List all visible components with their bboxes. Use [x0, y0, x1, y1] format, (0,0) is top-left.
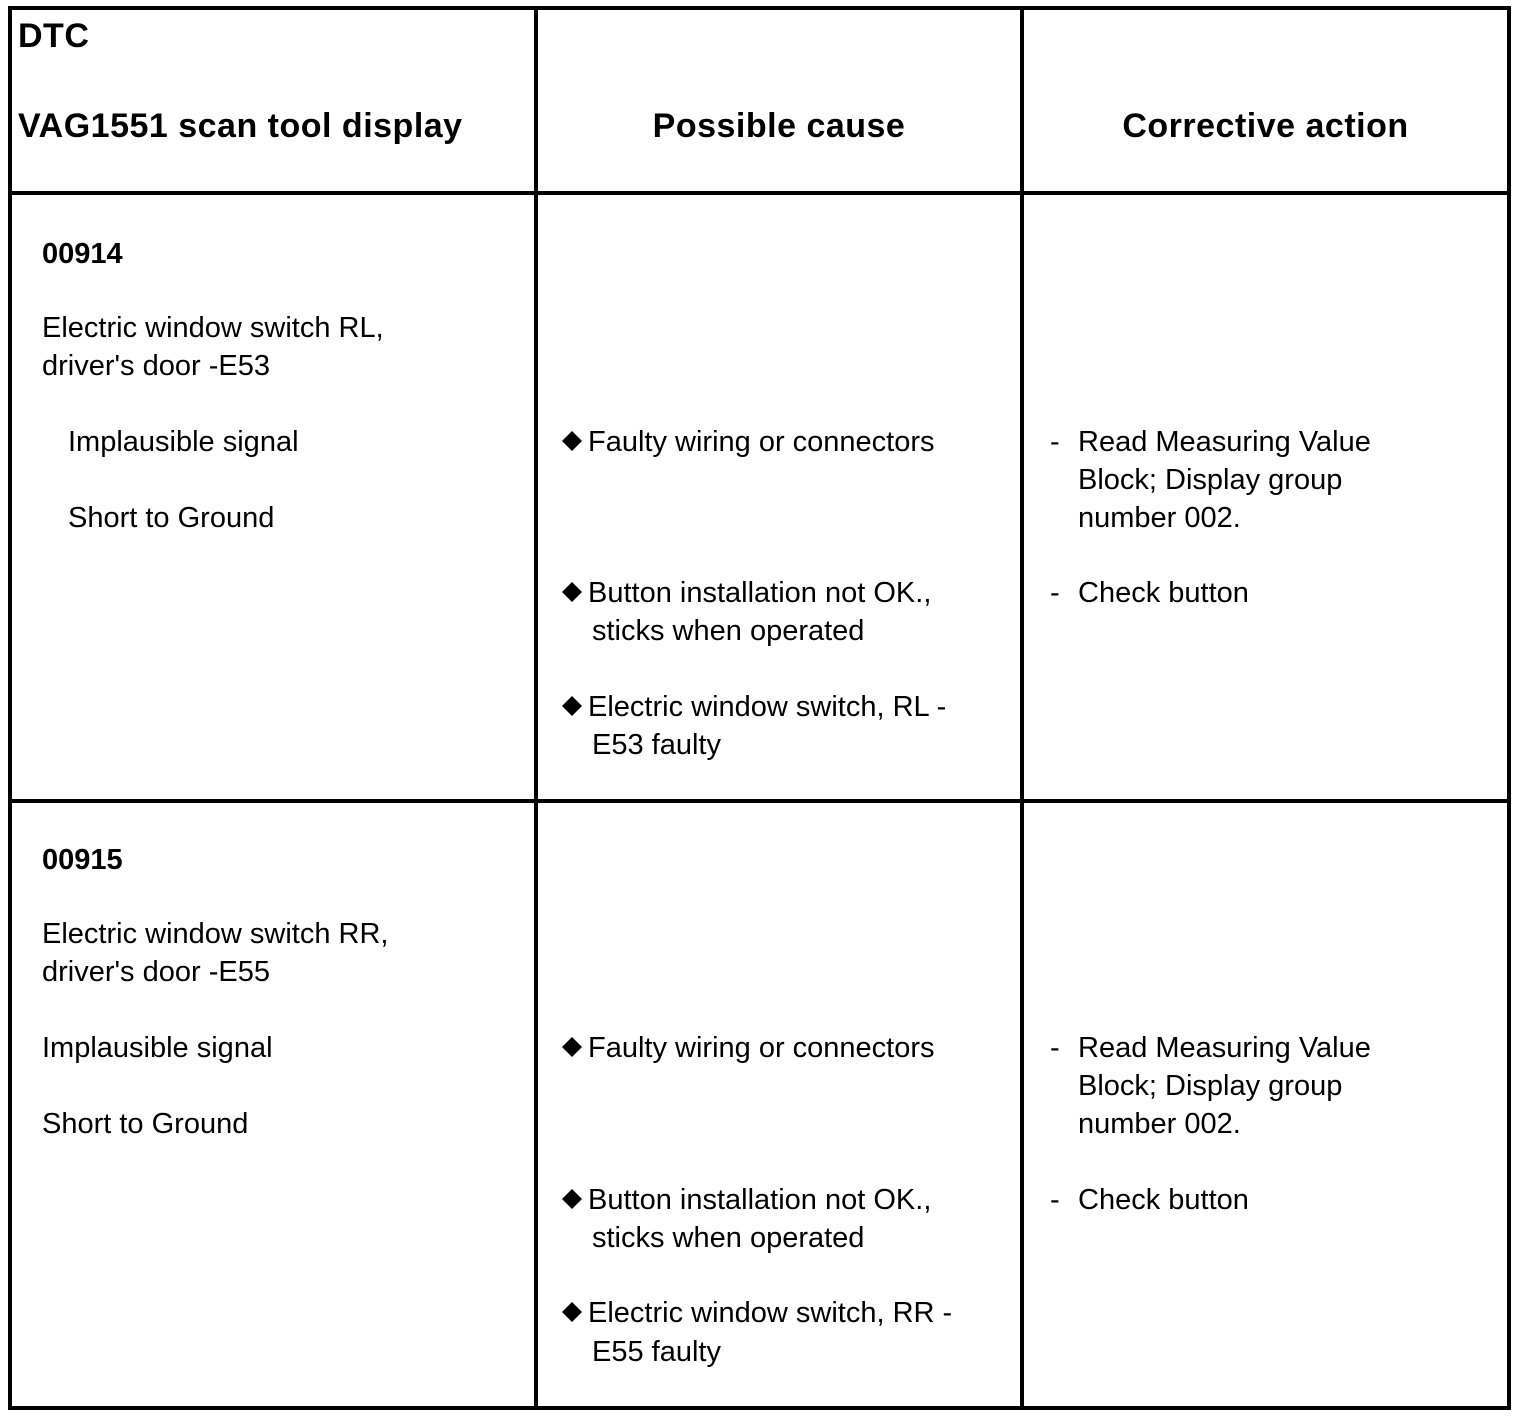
table-border-right [1507, 6, 1511, 1410]
cause-text-continued: sticks when operated [592, 1222, 865, 1254]
cause-text: Button installation not OK., [588, 577, 932, 609]
table-border-bottom [8, 1406, 1511, 1410]
dash-marker: - [1050, 1184, 1060, 1216]
action-text: Read Measuring Value [1078, 1032, 1371, 1064]
row-divider [8, 799, 1511, 803]
diamond-bullet-icon [562, 696, 582, 716]
cause-text: Electric window switch, RL - [588, 691, 947, 723]
dtc-component-line: Electric window switch RR, [42, 918, 389, 950]
header-corrective-action: Corrective action [1122, 107, 1409, 145]
cause-text: Electric window switch, RR - [588, 1297, 953, 1329]
cause-text: Button installation not OK., [588, 1184, 932, 1216]
table-border-top [8, 6, 1511, 10]
action-item [1050, 1181, 1249, 1219]
diamond-bullet-icon [562, 582, 582, 602]
header-divider [8, 191, 1511, 195]
column-divider-1 [534, 6, 538, 1410]
dtc-fault-type: Implausible signal [42, 1032, 273, 1064]
action-text-continued: number 002. [1078, 1108, 1241, 1140]
cause-text-continued: E55 faulty [592, 1336, 721, 1368]
column-divider-2 [1020, 6, 1024, 1410]
dtc-code: 00915 [42, 844, 123, 876]
dtc-fault-type: Short to Ground [42, 1108, 249, 1140]
header-scan-tool-label: VAG1551 scan tool display [18, 107, 463, 145]
cause-item [556, 423, 935, 461]
action-text-continued: number 002. [1078, 502, 1241, 534]
cause-text-continued: E53 faulty [592, 729, 721, 761]
diamond-bullet-icon [562, 1189, 582, 1209]
action-text-continued: Block; Display group [1078, 1070, 1343, 1102]
header-possible-cause: Possible cause [652, 107, 906, 145]
cause-item [556, 688, 946, 726]
action-text: Check button [1078, 1184, 1249, 1216]
cause-text-continued: sticks when operated [592, 615, 865, 647]
cause-item [556, 1294, 952, 1332]
dash-marker: - [1050, 1032, 1060, 1064]
cause-item [556, 1029, 935, 1067]
diamond-bullet-icon [562, 1302, 582, 1322]
header-dtc-label: DTC [18, 17, 90, 55]
dtc-component-line: driver's door -E53 [42, 350, 270, 382]
cause-item [556, 1181, 931, 1219]
cause-text: Faulty wiring or connectors [588, 426, 935, 458]
action-text: Read Measuring Value [1078, 426, 1371, 458]
table-border-left [8, 6, 12, 1410]
action-text-continued: Block; Display group [1078, 464, 1343, 496]
dash-marker: - [1050, 577, 1060, 609]
action-item [1050, 574, 1249, 612]
dtc-fault-type: Short to Ground [68, 502, 275, 534]
cause-text: Faulty wiring or connectors [588, 1032, 935, 1064]
cause-item [556, 574, 931, 612]
diamond-bullet-icon [562, 431, 582, 451]
action-text: Check button [1078, 577, 1249, 609]
dtc-component-line: Electric window switch RL, [42, 312, 384, 344]
dtc-code: 00914 [42, 238, 123, 270]
dtc-fault-type: Implausible signal [68, 426, 299, 458]
action-item [1050, 423, 1371, 461]
dtc-table [8, 6, 1511, 1411]
dtc-component-line: driver's door -E55 [42, 956, 270, 988]
action-item [1050, 1029, 1371, 1067]
dash-marker: - [1050, 426, 1060, 458]
diamond-bullet-icon [562, 1037, 582, 1057]
